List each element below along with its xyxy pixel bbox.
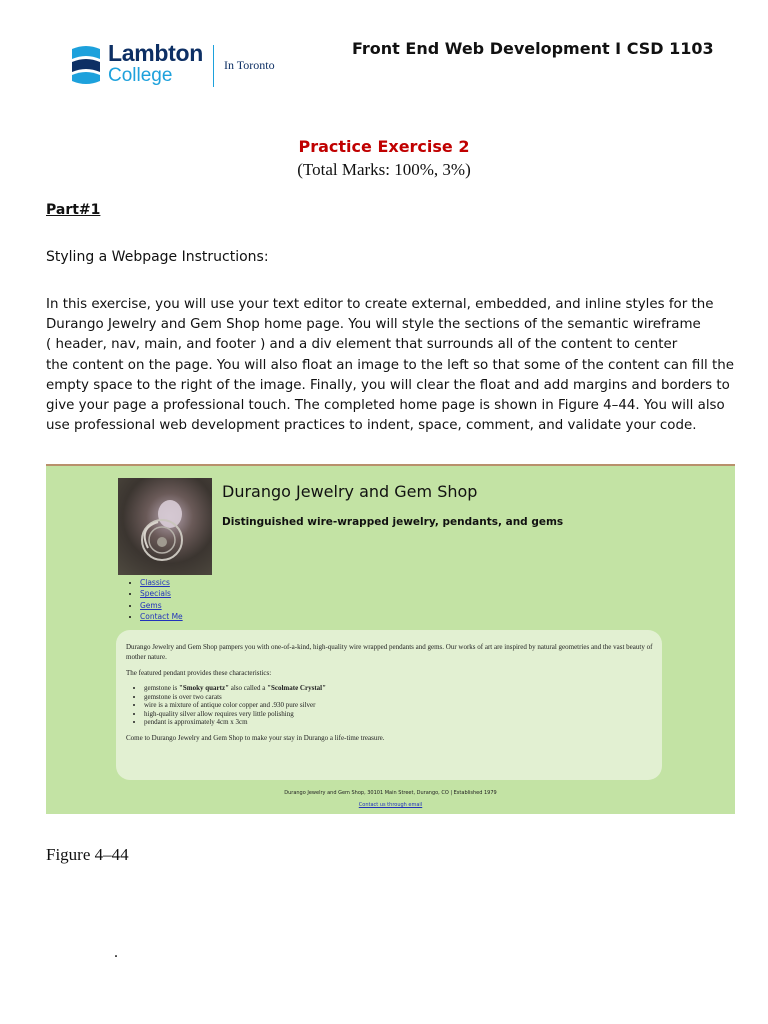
site-tagline: Distinguished wire-wrapped jewelry, pendants, and gems: [222, 516, 564, 528]
feature-item: • high-quality silver allow requires very little polishing: [144, 710, 656, 719]
site-footer: [46, 787, 735, 811]
site-main-panel: [116, 630, 662, 780]
intro-line: the content on the page. You will also float an image to the left so that some of the content can fill the: [46, 357, 734, 373]
main-paragraph-3: Come to Durango Jewelry and Gem Shop to make your stay in Durango a life-time treasure.: [126, 733, 385, 742]
nav-item: [140, 611, 183, 622]
nav-link-contact[interactable]: Contact Me: [140, 612, 183, 622]
main-paragraph-2: The featured pendant provides these characteristics:: [126, 669, 272, 677]
intro-line: In this exercise, you will use your text editor to create external, embedded, and inline styles for the: [46, 297, 714, 312]
site-nav: [126, 577, 183, 623]
logo-name: Lambton: [108, 40, 203, 66]
exercise-title: Practice Exercise 2: [298, 137, 470, 156]
feature-item: • gemstone is over two carats: [144, 693, 656, 702]
part-heading: Part#1: [46, 202, 101, 218]
main-paragraph-1: Durango Jewelry and Gem Shop pampers you with one-of-a-kind, high-quality wire wrapped pendants and gems. Our works of art are inspired by natural geometries and the vast beauty of mother nature.: [126, 643, 653, 661]
intro-line: empty space to the right of the image. Finally, you will clear the float and add margins and borders to: [46, 377, 730, 393]
lambton-shield-icon: [70, 45, 102, 85]
footer-text: Durango Jewelry and Gem Shop, 30101 Main Street, Durango, CO | Established 1979: [284, 790, 497, 796]
feature-item: • wire is a mixture of antique color copper and .930 pure silver: [144, 701, 656, 710]
pendant-image: [118, 478, 212, 575]
logo-divider: [213, 45, 214, 87]
nav-item: [140, 600, 183, 611]
feature-item: • gemstone is "Smoky quartz" also called a "Scolmate Crystal": [144, 684, 656, 693]
pendant-icon: [118, 478, 212, 575]
lambton-college-logo: [70, 40, 290, 91]
nav-item: [140, 577, 183, 588]
exercise-marks: (Total Marks: 100%, 3%): [297, 160, 471, 179]
intro-line: use professional web development practices to indent, space, comment, and validate your code.: [46, 418, 697, 434]
figure-caption: Figure 4–44: [46, 845, 129, 864]
logo-sub: College: [108, 65, 173, 86]
feature-item: • pendant is approximately 4cm x 3cm: [144, 718, 656, 727]
nav-link-specials[interactable]: Specials: [140, 589, 171, 599]
footer-email-link[interactable]: Contact us through email: [358, 802, 423, 808]
nav-item: [140, 588, 183, 599]
nav-link-classics[interactable]: Classics: [140, 578, 170, 587]
intro-line: Durango Jewelry and Gem Shop home page. You will style the sections of the semantic wireframe: [46, 317, 701, 333]
intro-line: ( header, nav, main, and footer ) and a div element that surrounds all of the content to center: [46, 337, 678, 353]
feature-list: [126, 684, 656, 727]
logo-location: In Toronto: [224, 58, 275, 72]
nav-link-gems[interactable]: Gems: [140, 600, 162, 610]
instructions-heading: Styling a Webpage Instructions:: [46, 249, 269, 265]
figure-screenshot: [46, 464, 735, 814]
course-title: Front End Web Development I CSD 1103: [352, 39, 714, 58]
intro-paragraph: [46, 295, 746, 436]
trailing-mark: .: [114, 944, 118, 961]
site-title: Durango Jewelry and Gem Shop: [222, 482, 478, 501]
intro-line: give your page a professional touch. The completed home page is shown in Figure 4–44. You will also: [46, 398, 725, 414]
